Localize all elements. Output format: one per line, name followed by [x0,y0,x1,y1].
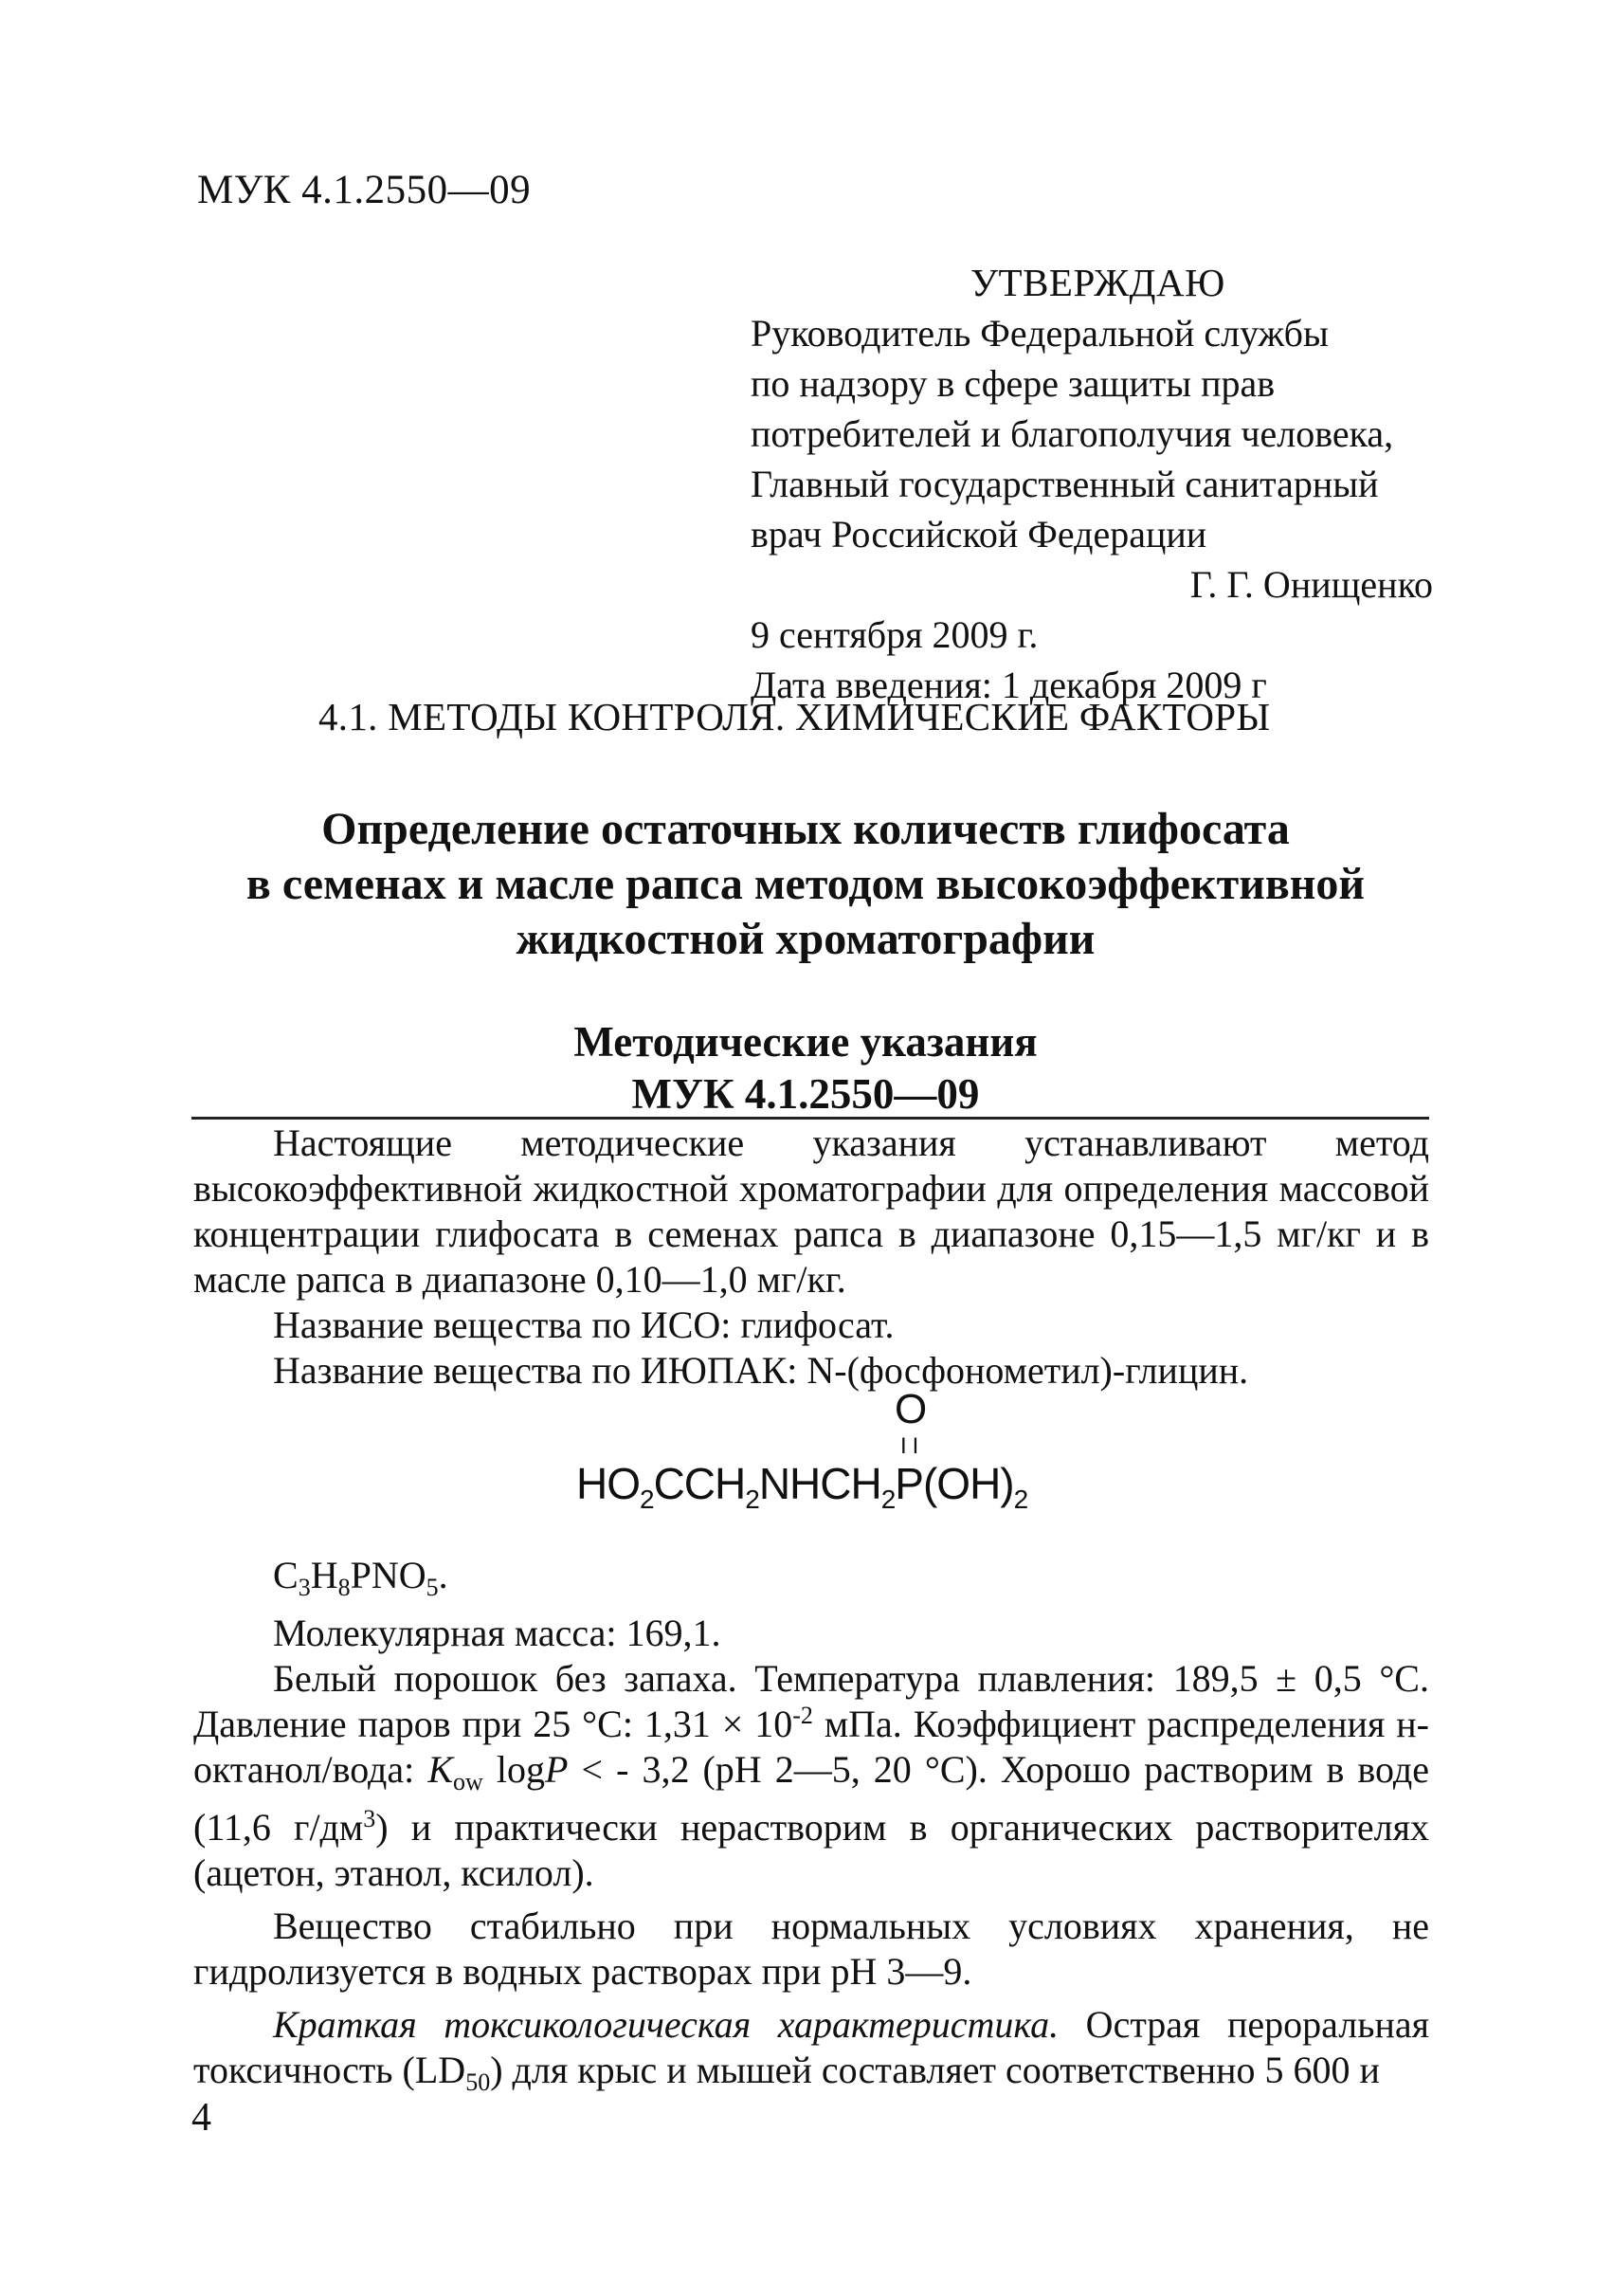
subtitle-code: МУК 4.1.2550—09 [631,1070,980,1118]
approval-line: Главный государственный санитарный [751,463,1379,505]
title-line: Определение остаточных количеств глифосата [321,804,1290,854]
document-code: МУК 4.1.2550—09 [197,168,532,212]
formula-chain: $HO_2CCH_2NHCH_2P(OH)_2$ [576,1459,1028,1514]
title-line: жидкостной хроматографии [516,914,1096,964]
approval-heading: УТВЕРЖДАЮ [970,261,1225,304]
approval-signer: Г. Г. Онищенко [1189,563,1433,606]
stability-paragraph: Вещество стабильно при нормальных условиях хранения, не гидролизуется в водных растворах при рН 3—9. [193,1904,1429,1993]
iso-name-paragraph: Название вещества по ИСО: глифосат. [273,1303,895,1346]
structural-formula [576,1386,1069,1547]
molecular-mass: Молекулярная масса: 169,1. [273,1612,721,1654]
document-title [171,802,1441,967]
physical-properties-paragraph: Белый порошок без запаха. Температура плавления: 189,5 ± 0,5 °С. Давление паров при 25 °С: $1,31 \times 10^{-2}$ мПа. Коэффициент распределения н-октанол/вода: $K_{ow}$ logP < - 3,2 (рН 2—5, 20 °С). Хорошо растворим в воде (11,6 $г/дм^3$) и практически нерастворим в органических растворителях (ацетон, этанол, ксилол). [193,1657,1430,1894]
introduction-date: Дата введения: 1 декабря 2009 г [751,664,1267,706]
empirical-formula: $C_3H_8PNO_5$. [273,1554,448,1601]
intro-section [193,1121,1429,1394]
toxicology-paragraph: Краткая токсикологическая характеристика. Острая пероральная токсичность $(LD_{50})$ для крыс и мышей составляет соответственно 5 600 и [193,2003,1429,2096]
approval-line: по надзору в сфере защиты прав [751,362,1276,405]
approval-line: врач Российской Федерации [751,513,1207,556]
approval-line: потребителей и благополучия человека, [751,412,1394,455]
subtitle-line: Методические указания [573,1018,1038,1066]
approval-line: Руководитель Федеральной службы [751,312,1329,355]
toxicology-heading: Краткая токсикологическая характеристика. [273,2003,1060,2046]
page-number: 4 [191,2096,211,2140]
formula-double-bond: II [900,1433,925,1459]
formula-oxygen: O [895,1386,928,1432]
horizontal-rule [191,1117,1429,1120]
approval-block [751,258,1433,710]
approval-date: 9 сентября 2009 г. [751,613,1039,656]
iupac-name-paragraph: Название вещества по ИЮПАК: N-(фосфонометил)-глицин. [273,1349,1249,1392]
section-title: 4.1. МЕТОДЫ КОНТРОЛЯ. ХИМИЧЕСКИЕ ФАКТОРЫ [318,695,1271,738]
properties-section [193,1553,1429,2105]
intro-paragraph: Настоящие методические указания устанавливают метод высокоэффективной жидкостной хроматографии для определения массовой концентрации глифосата в семенах рапса в диапазоне 0,15—1,5 мг/кг и в масле рапса в диапазоне 0,10—1,0 мг/кг. [193,1121,1429,1301]
title-line: в семенах и масле рапса методом высокоэффективной [245,859,1366,909]
document-subtitle [171,1016,1441,1121]
